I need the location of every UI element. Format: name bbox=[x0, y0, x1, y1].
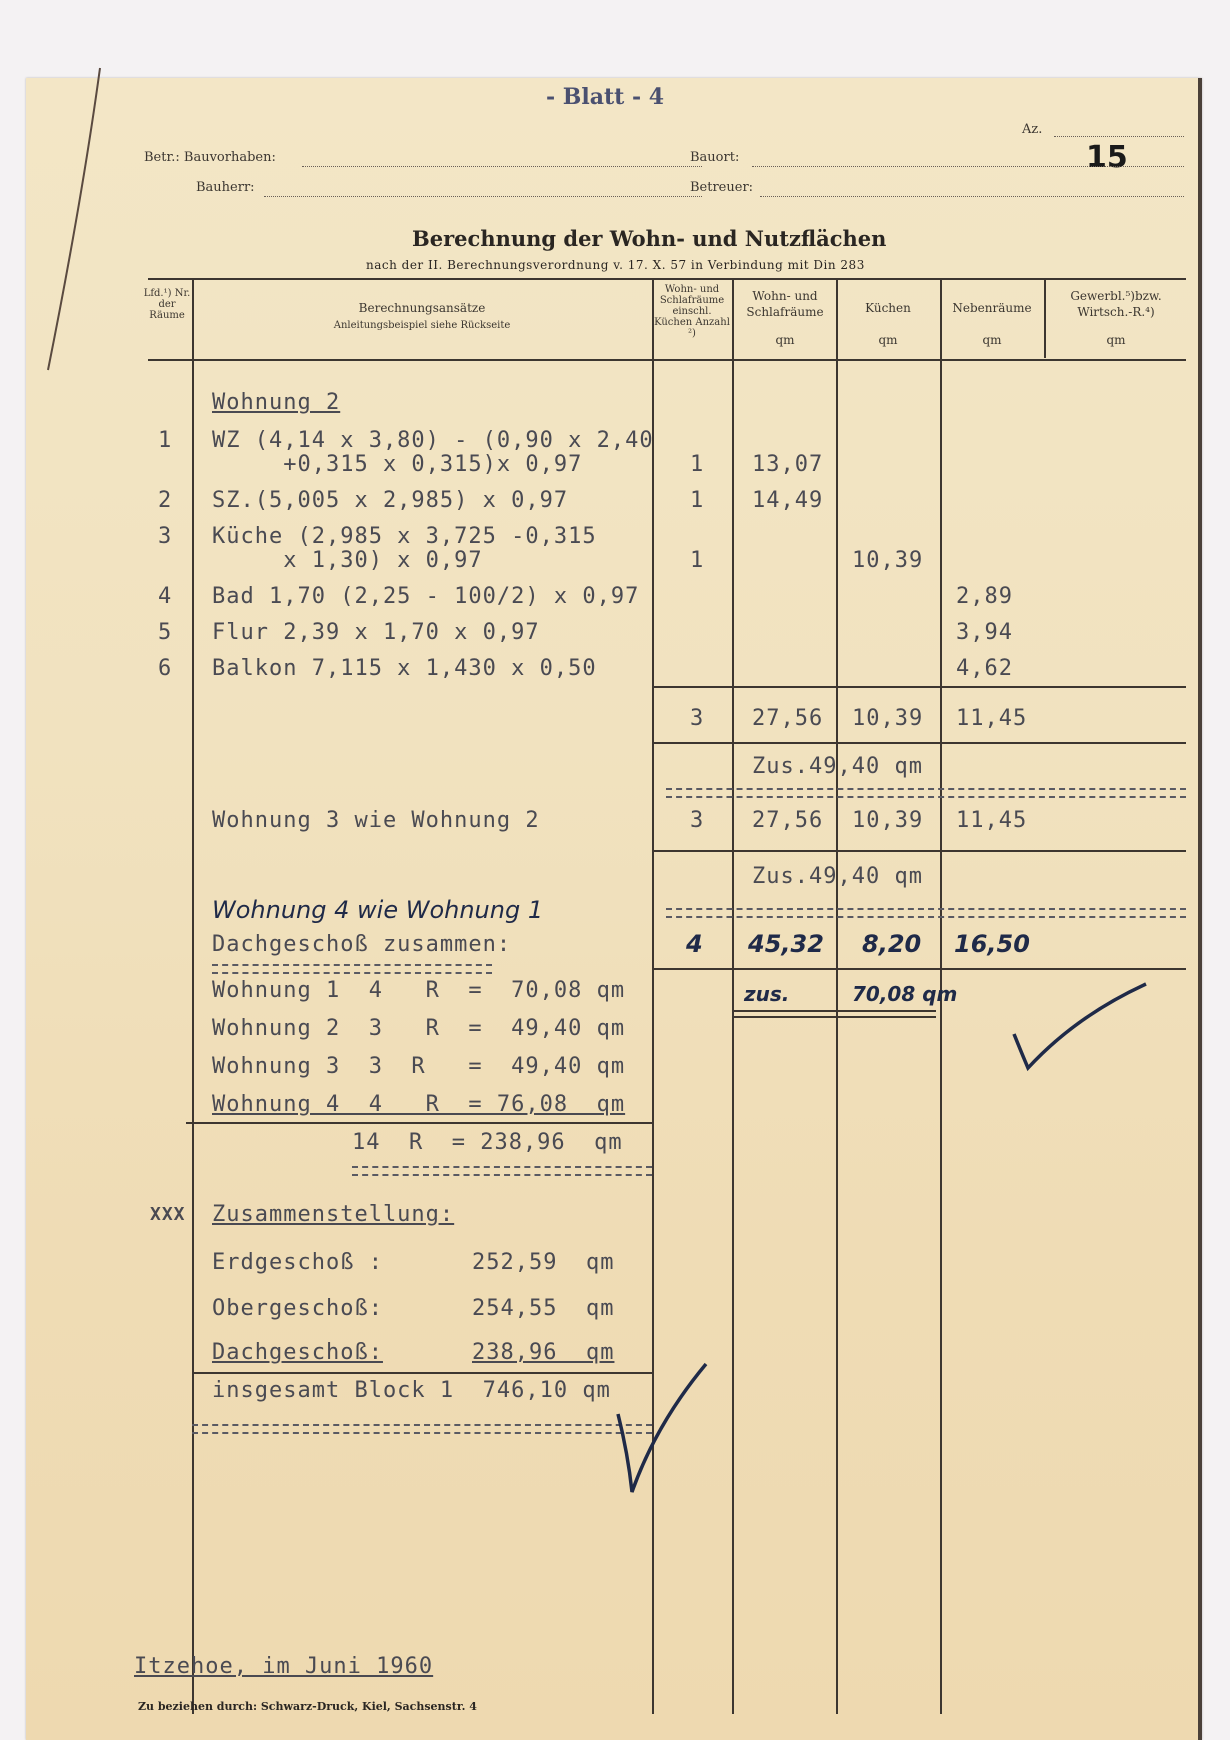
row-text: SZ.(5,005 x 2,985) x 0,97 bbox=[212, 488, 569, 513]
bauvorhaben-label: Betr.: Bauvorhaben: bbox=[144, 150, 276, 165]
zusammen-label: Obergeschoß: bbox=[212, 1296, 383, 1321]
sum-kuechen: 10,39 bbox=[852, 706, 924, 731]
w4-wohn: 45,32 bbox=[748, 930, 824, 958]
zusammen-label: Dachgeschoß: bbox=[212, 1340, 383, 1365]
row-anzahl: 1 bbox=[690, 548, 705, 573]
row-nr: 6 bbox=[158, 656, 173, 681]
wohnung4-handwritten: Wohnung 4 wie Wohnung 1 bbox=[212, 896, 544, 924]
page-subtitle: nach der II. Berechnungsverordnung v. 17. X. 57 in Verbindung mit Din 283 bbox=[366, 258, 865, 272]
col-neben: Nebenräume bbox=[952, 301, 1032, 315]
zusammen-label: Erdgeschoß : bbox=[212, 1250, 383, 1275]
row-text: Küche (2,985 x 3,725 -0,315 bbox=[212, 524, 597, 549]
row-neben: 2,89 bbox=[956, 584, 1013, 609]
wohnung3-label: Wohnung 3 wie Wohnung 2 bbox=[212, 808, 540, 833]
betreuer-label: Betreuer: bbox=[690, 180, 754, 195]
zusammen-value: 238,96 qm bbox=[472, 1340, 615, 1365]
zusammen-marker: XXX bbox=[150, 1204, 186, 1225]
row-text: Flur 2,39 x 1,70 x 0,97 bbox=[212, 620, 540, 645]
sum-anzahl: 3 bbox=[690, 706, 705, 731]
row-text-cont: x 1,30) x 0,97 bbox=[212, 548, 483, 573]
zusammen-value: 254,55 qm bbox=[472, 1296, 615, 1321]
col-kuechen: Küchen bbox=[865, 301, 911, 315]
summary-row: Wohnung 4 4 R = 76,08 qm bbox=[212, 1092, 626, 1117]
col-anzahl: Wohn- und Schlafräume einschl. Küchen Anzahl ²) bbox=[654, 284, 730, 339]
checkmark-icon bbox=[606, 1354, 726, 1504]
zusammen-value: 252,59 qm bbox=[472, 1250, 615, 1275]
summary-total: 14 R = 238,96 qm bbox=[352, 1130, 623, 1155]
row-kuechen: 10,39 bbox=[852, 548, 924, 573]
place-date: Itzehoe, im Juni 1960 bbox=[134, 1654, 434, 1679]
w3-zus-total: Zus.49,40 qm bbox=[752, 864, 923, 889]
summary-row: Wohnung 2 3 R = 49,40 qm bbox=[212, 1016, 626, 1041]
row-nr: 4 bbox=[158, 584, 173, 609]
col-lfd: Lfd.¹) Nr. der Räume bbox=[143, 288, 191, 321]
row-text-cont: +0,315 x 0,315)x 0,97 bbox=[212, 452, 583, 477]
zusammen-title: Zusammenstellung: bbox=[212, 1202, 455, 1227]
row-wohn: 14,49 bbox=[752, 488, 824, 513]
col-neben-unit: qm bbox=[982, 333, 1002, 347]
row-nr: 3 bbox=[158, 524, 173, 549]
row-text: Balkon 7,115 x 1,430 x 0,50 bbox=[212, 656, 597, 681]
w4-kuechen: 8,20 bbox=[862, 930, 922, 958]
w3-neben: 11,45 bbox=[956, 808, 1028, 833]
col-ansatz-sub: Anleitungsbeispiel siehe Rückseite bbox=[333, 320, 511, 331]
wohnung2-title: Wohnung 2 bbox=[212, 390, 341, 415]
row-nr: 1 bbox=[158, 428, 173, 453]
w4-zus-label: zus. bbox=[744, 982, 790, 1006]
sum-wohn: 27,56 bbox=[752, 706, 824, 731]
document-sheet bbox=[26, 78, 1202, 1740]
zusammen-total: insgesamt Block 1 746,10 qm bbox=[212, 1378, 611, 1403]
col-ansatz-title: Berechnungsansätze bbox=[358, 301, 486, 315]
w4-zus-value: 70,08 qm bbox=[852, 982, 958, 1006]
page-title: Berechnung der Wohn- und Nutzflächen bbox=[412, 226, 887, 251]
w4-anzahl: 4 bbox=[686, 930, 703, 958]
bauherr-label: Bauherr: bbox=[196, 180, 255, 195]
row-neben: 4,62 bbox=[956, 656, 1013, 681]
row-text: WZ (4,14 x 3,80) - (0,90 x 2,40 bbox=[212, 428, 654, 453]
zus-total: Zus.49,40 qm bbox=[752, 754, 923, 779]
checkmark-icon bbox=[1006, 976, 1176, 1086]
az-value: 15 bbox=[1086, 140, 1128, 175]
col-gewerbl-unit: qm bbox=[1106, 333, 1126, 347]
summary-row: Wohnung 3 3 R = 49,40 qm bbox=[212, 1054, 626, 1079]
publisher-note: Zu beziehen durch: Schwarz-Druck, Kiel, Sachsenstr. 4 bbox=[138, 1700, 477, 1713]
row-text: Bad 1,70 (2,25 - 100/2) x 0,97 bbox=[212, 584, 640, 609]
col-wohn-unit: qm bbox=[775, 333, 795, 347]
bauort-label: Bauort: bbox=[690, 150, 740, 165]
col-gewerbl: Gewerbl.⁵)bzw. Wirtsch.-R.⁴) bbox=[1070, 289, 1162, 319]
col-kuechen-unit: qm bbox=[878, 333, 898, 347]
row-neben: 3,94 bbox=[956, 620, 1013, 645]
row-anzahl: 1 bbox=[690, 452, 705, 477]
dachgeschoss-label: Dachgeschoß zusammen: bbox=[212, 932, 512, 957]
w4-neben: 16,50 bbox=[954, 930, 1030, 958]
summary-row: Wohnung 1 4 R = 70,08 qm bbox=[212, 978, 626, 1003]
blatt-label: - Blatt - 4 bbox=[546, 84, 665, 110]
az-label: Az. bbox=[1022, 122, 1043, 137]
row-wohn: 13,07 bbox=[752, 452, 824, 477]
margin-stroke bbox=[20, 60, 110, 380]
col-wohn: Wohn- und Schlafräume bbox=[746, 289, 824, 319]
w3-kuechen: 10,39 bbox=[852, 808, 924, 833]
row-nr: 5 bbox=[158, 620, 173, 645]
w3-anzahl: 3 bbox=[690, 808, 705, 833]
w3-wohn: 27,56 bbox=[752, 808, 824, 833]
row-anzahl: 1 bbox=[690, 488, 705, 513]
row-nr: 2 bbox=[158, 488, 173, 513]
sum-neben: 11,45 bbox=[956, 706, 1028, 731]
